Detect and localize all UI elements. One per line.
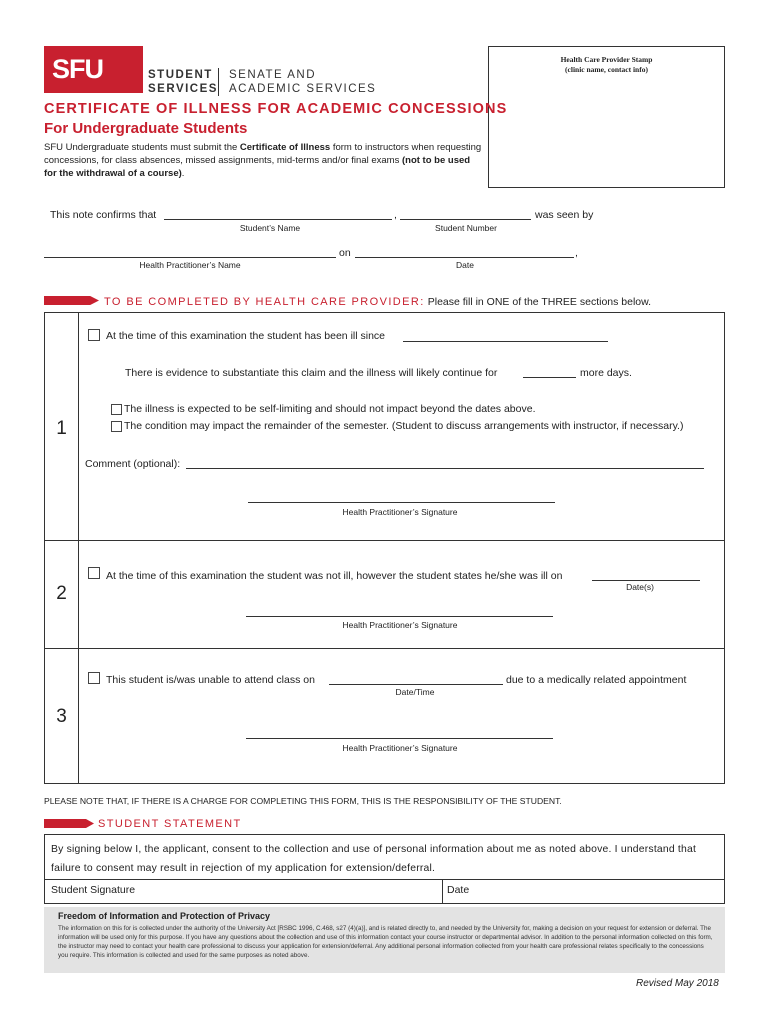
stamp-label xyxy=(489,55,724,75)
student-name-label: Student’s Name xyxy=(239,223,301,233)
intro-text-2: form to instructors when requesting concessions, for class absences, missed assignments, mid-terms and/or final exams xyxy=(44,142,482,166)
section1-signature-field[interactable] xyxy=(248,502,555,503)
remainder-semester-text: The condition may impact the remainder of the semester. (Student to discuss arrangements with instructor, if necessary.) xyxy=(124,420,684,432)
appointment-checkbox[interactable] xyxy=(88,672,100,684)
intro-bold-2: (not to be used for the withdrawal of a course) xyxy=(44,155,471,179)
appointment-text: This student is/was unable to attend class on xyxy=(106,674,315,686)
senate-line-1: SENATE AND xyxy=(229,69,316,81)
student-number-field[interactable] xyxy=(400,219,531,220)
section3-signature-label: Health Practitioner’s Signature xyxy=(342,743,458,753)
date-label: Date xyxy=(456,260,474,270)
certificate-title: CERTIFICATE OF ILLNESS FOR ACADEMIC CONCESSIONS xyxy=(44,101,508,117)
student-date-field[interactable] xyxy=(475,880,721,902)
more-days-field[interactable] xyxy=(523,377,576,378)
provider-sections-box xyxy=(44,312,725,784)
privacy-notice-text: The information on this for is collected under the authority of the University Act [RSBC 1996, C.468, s27 (4)(a)], and is related directly to, and needed by the University for, making a decision on your request for extension or deferral. The information will be used only for this purpose. If you have any questions about the collection and use of this information contact your course instructor or departmental advisor. In addition to the personal information collected on this form, the instructor may need to contact your health care professional to discuss your application for extension/deferral. Any additional personal information collected from your health care professional relates specifically to the concessions you require. This information is collected and used for the same purposes as noted above. xyxy=(58,925,713,959)
student-statement-title: STUDENT STATEMENT xyxy=(98,818,242,830)
appointment-datetime-field[interactable] xyxy=(329,684,503,685)
logo-line-2: SERVICES xyxy=(148,83,218,95)
intro-paragraph xyxy=(44,141,484,180)
provider-stamp-box[interactable] xyxy=(488,46,725,188)
comment-label: Comment (optional): xyxy=(85,458,181,470)
exam-date-field[interactable] xyxy=(355,257,574,258)
provider-section-header xyxy=(104,296,651,308)
certificate-subtitle: For Undergraduate Students xyxy=(44,120,248,137)
confirm-on: on xyxy=(339,247,351,259)
remainder-semester-checkbox[interactable] xyxy=(111,421,122,432)
student-statement-banner-arrow xyxy=(44,819,94,828)
senate-line-2: ACADEMIC SERVICES xyxy=(229,83,377,95)
self-limiting-checkbox[interactable] xyxy=(111,404,122,415)
student-date-label: Date xyxy=(447,884,470,896)
practitioner-name-label: Health Practitioner’s Name xyxy=(139,260,241,270)
ill-dates-field[interactable] xyxy=(592,580,700,581)
ill-since-date-field[interactable] xyxy=(403,341,608,342)
self-limiting-text: The illness is expected to be self-limiting and should not impact beyond the dates above. xyxy=(124,403,536,415)
section-divider-2 xyxy=(44,648,725,649)
section-banner-arrow xyxy=(44,296,99,305)
intro-text-1: SFU Undergraduate students must submit the xyxy=(44,142,240,153)
intro-bold: Certificate of Illness xyxy=(239,142,331,153)
section2-signature-field[interactable] xyxy=(246,616,553,617)
confirm-prefix: This note confirms that xyxy=(50,209,157,221)
section-divider-1 xyxy=(44,540,725,541)
section-number-2: 2 xyxy=(56,583,67,604)
stamp-label-line-1: Health Care Provider Stamp xyxy=(560,55,653,64)
evidence-text: There is evidence to substantiate this claim and the illness will likely continue for xyxy=(125,367,498,379)
student-name-field[interactable] xyxy=(164,219,392,220)
not-ill-text: At the time of this examination the student was not ill, however the student states he/she was ill on xyxy=(106,570,563,582)
privacy-notice-title: Freedom of Information and Protection of Privacy xyxy=(58,911,271,921)
ill-since-checkbox[interactable] xyxy=(88,329,100,341)
sfu-logo-text: SFU xyxy=(52,54,103,84)
student-statement-text: By signing below I, the applicant, consent to the collection and use of personal information about me as noted above. I understand that failure to consent may result in rejection of my application for extension/deferral. xyxy=(51,844,697,874)
charge-note: PLEASE NOTE THAT, IF THERE IS A CHARGE FOR COMPLETING THIS FORM, THIS IS THE RESPONSIBILITY OF THE STUDENT. xyxy=(44,796,562,806)
stamp-label-line-2: (clinic name, contact info) xyxy=(565,65,648,74)
signature-row-divider xyxy=(442,879,443,904)
provider-section-instruction: Please fill in ONE of the THREE sections below. xyxy=(427,296,652,308)
student-services-logo xyxy=(148,68,218,96)
section2-signature-label: Health Practitioner’s Signature xyxy=(342,620,458,630)
confirm-comma: , xyxy=(394,209,397,221)
senate-logo xyxy=(229,68,376,96)
comment-field[interactable] xyxy=(186,468,704,469)
practitioner-name-field[interactable] xyxy=(44,257,336,258)
student-number-label: Student Number xyxy=(435,223,497,233)
not-ill-checkbox[interactable] xyxy=(88,567,100,579)
ill-since-text: At the time of this examination the student has been ill since xyxy=(106,330,385,342)
section-number-3: 3 xyxy=(56,706,67,727)
appointment-suffix: due to a medically related appointment xyxy=(506,674,687,686)
intro-text-3: . xyxy=(181,168,185,179)
student-signature-label: Student Signature xyxy=(51,884,136,896)
section-number-1: 1 xyxy=(56,418,67,439)
section3-signature-field[interactable] xyxy=(246,738,553,739)
revised-date: Revised May 2018 xyxy=(636,978,719,989)
dates-label: Date(s) xyxy=(626,582,654,592)
section1-signature-label: Health Practitioner’s Signature xyxy=(342,507,458,517)
more-days-text: more days. xyxy=(580,367,632,379)
student-signature-field[interactable] xyxy=(120,880,438,902)
confirm-end-comma: , xyxy=(575,247,578,259)
datetime-label: Date/Time xyxy=(395,687,435,697)
logo-line-1: STUDENT xyxy=(148,69,213,81)
provider-section-title: TO BE COMPLETED BY HEALTH CARE PROVIDER: xyxy=(104,296,425,308)
logo-divider xyxy=(218,68,219,96)
confirm-suffix: was seen by xyxy=(535,209,594,221)
